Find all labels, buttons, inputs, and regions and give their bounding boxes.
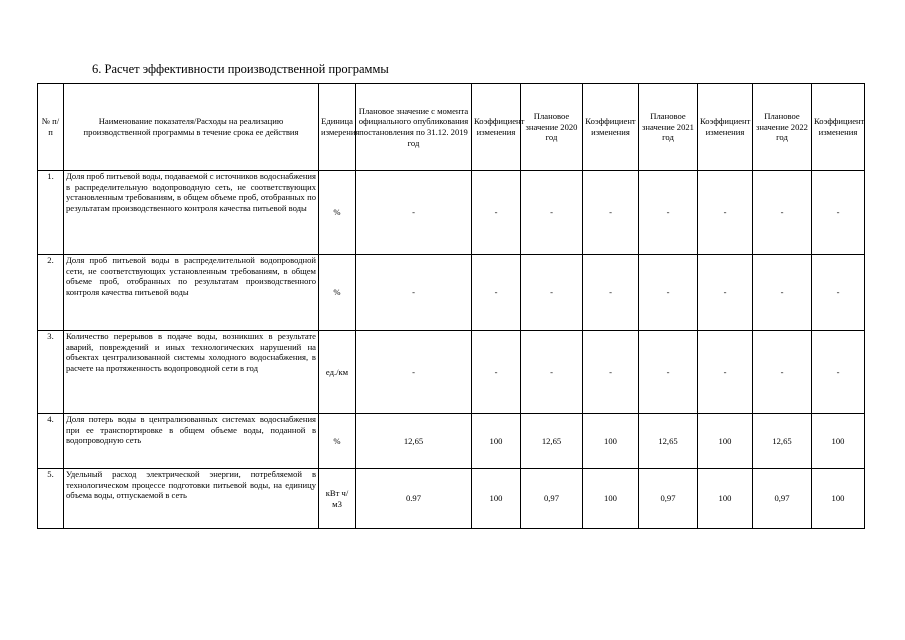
column-header-coef-2022: Коэффициент изменения xyxy=(812,84,865,171)
column-header-unit: Единица измерения xyxy=(319,84,356,171)
row-unit: % xyxy=(319,171,356,255)
row-number: 4. xyxy=(38,414,64,469)
column-header-plan-2020: Плановое значение 2020 год xyxy=(521,84,583,171)
row-unit: % xyxy=(319,414,356,469)
row-number: 5. xyxy=(38,469,64,529)
value-cell: 100 xyxy=(583,469,639,529)
row-unit: % xyxy=(319,255,356,331)
row-description: Удельный расход электрической энергии, потребляемой в технологическом процессе подготовки питьевой воды, на единицу объема воды, отпускаемой в сеть xyxy=(64,469,319,529)
table-row xyxy=(38,469,865,529)
value-cell: - xyxy=(521,331,583,414)
value-cell: 100 xyxy=(472,414,521,469)
row-description: Доля проб питьевой воды в распределительной водопроводной сети, не соответствующих установленным требованиям, в общем объеме проб, отобранных по результатам производственного контроля качества питьевой воды xyxy=(64,255,319,331)
value-cell: 0,97 xyxy=(753,469,812,529)
header-row xyxy=(38,84,865,171)
column-header-plan-2021: Плановое значение 2021 год xyxy=(639,84,698,171)
value-cell: - xyxy=(812,331,865,414)
row-unit: кВт ч/м3 xyxy=(319,469,356,529)
row-description: Доля проб питьевой воды, подаваемой с источников водоснабжения в распределительную водопроводную сеть, не соответствующих установленным требованиям, в общем объеме проб, отобранных по результатам производственного контроля качества питьевой воды xyxy=(64,171,319,255)
value-cell: - xyxy=(583,171,639,255)
value-cell: - xyxy=(472,331,521,414)
value-cell: - xyxy=(698,171,753,255)
value-cell: - xyxy=(583,331,639,414)
table-row xyxy=(38,331,865,414)
value-cell: - xyxy=(753,255,812,331)
row-number: 1. xyxy=(38,171,64,255)
table-row xyxy=(38,171,865,255)
value-cell: 12,65 xyxy=(753,414,812,469)
column-header-plan-2019: Плановое значение с момента официального опубликования постановления по 31.12. 2019 год xyxy=(356,84,472,171)
value-cell: - xyxy=(356,255,472,331)
value-cell: 0.97 xyxy=(356,469,472,529)
value-cell: 100 xyxy=(472,469,521,529)
column-header-coef-2020: Коэффициент изменения xyxy=(583,84,639,171)
row-number: 3. xyxy=(38,331,64,414)
row-unit: ед./км xyxy=(319,331,356,414)
value-cell: - xyxy=(356,331,472,414)
row-description: Количество перерывов в подаче воды, возникших в результате аварий, повреждений и иных технологических нарушений на объектах централизованной системы холодного водоснабжения, в расчете на протяженность водопроводной сети в год xyxy=(64,331,319,414)
value-cell: - xyxy=(639,331,698,414)
value-cell: - xyxy=(639,171,698,255)
value-cell: - xyxy=(472,171,521,255)
value-cell: - xyxy=(472,255,521,331)
efficiency-table xyxy=(37,83,865,529)
value-cell: 100 xyxy=(583,414,639,469)
value-cell: - xyxy=(753,331,812,414)
value-cell: 100 xyxy=(698,469,753,529)
value-cell: 12,65 xyxy=(521,414,583,469)
section-heading: 6. Расчет эффективности производственной программы xyxy=(92,62,389,76)
value-cell: - xyxy=(753,171,812,255)
value-cell: - xyxy=(356,171,472,255)
value-cell: 12,65 xyxy=(356,414,472,469)
column-header-plan-2022: Плановое значение 2022 год xyxy=(753,84,812,171)
value-cell: - xyxy=(698,255,753,331)
value-cell: 100 xyxy=(698,414,753,469)
value-cell: - xyxy=(583,255,639,331)
column-header-name: Наименование показателя/Расходы на реализацию производственной программы в течение срока ее действия xyxy=(64,84,319,171)
column-header-coef-2021: Коэффициент изменения xyxy=(698,84,753,171)
table-row xyxy=(38,414,865,469)
value-cell: 0,97 xyxy=(639,469,698,529)
value-cell: - xyxy=(698,331,753,414)
value-cell: - xyxy=(521,171,583,255)
value-cell: 100 xyxy=(812,414,865,469)
value-cell: - xyxy=(639,255,698,331)
table-row xyxy=(38,255,865,331)
value-cell: - xyxy=(812,255,865,331)
row-description: Доля потерь воды в централизованных системах водоснабжения при ее транспортировке в общем объеме воды, поданной в водопроводную сеть xyxy=(64,414,319,469)
column-header-coef-2019: Коэффициент изменения xyxy=(472,84,521,171)
value-cell: - xyxy=(521,255,583,331)
row-number: 2. xyxy=(38,255,64,331)
value-cell: 0,97 xyxy=(521,469,583,529)
column-header-number: № п/п xyxy=(38,84,64,171)
value-cell: - xyxy=(812,171,865,255)
value-cell: 100 xyxy=(812,469,865,529)
value-cell: 12,65 xyxy=(639,414,698,469)
